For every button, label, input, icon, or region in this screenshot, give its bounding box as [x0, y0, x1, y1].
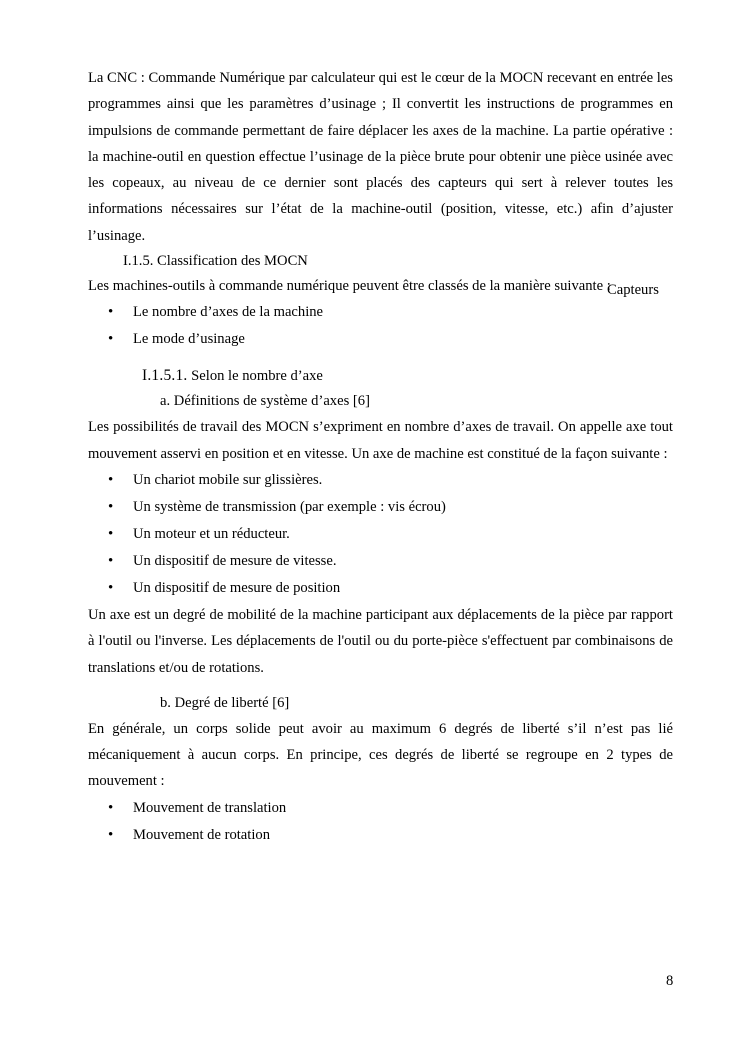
paragraph-cnc: La CNC : Commande Numérique par calculateur qui est le cœur de la MOCN recevant en entrée les programmes ainsi que les paramètres d’usinage ; Il convertit les instructions de programmes en impulsions de commande permettant de faire déplacer les axes de la machine. La partie opérative : la machine-outil en question effectue l’usinage de la pièce brute pour obtenir une pièce usinée avec les copeaux, au niveau de ce dernier sont placés des capteurs qui sert à relever toutes les informations nécessaires sur l’état de la machine-outil (position, vitesse, etc.) afin d’ajuster l’usinage.	[88, 70, 673, 244]
list-item: • Le nombre d’axes de la machine	[88, 299, 673, 326]
list-item: • Un dispositif de mesure de vitesse.	[88, 548, 673, 575]
list-mouvements	[88, 795, 673, 849]
heading-degre-liberte: b. Degré de liberté [6]	[160, 694, 290, 711]
heading-classification: I.1.5. Classification des MOCN	[123, 253, 308, 270]
heading-text: Selon le nombre d’axe	[191, 368, 323, 385]
list-item: • Un système de transmission (par exemple : vis écrou)	[88, 494, 673, 521]
paragraph-axes-intro: Les possibilités de travail des MOCN s’expriment en nombre d’axes de travail. On appelle axe tout mouvement asservi en position et en vitesse. Un axe de machine est constitué de la façon suivante :	[88, 419, 673, 462]
page-number: 8	[666, 973, 674, 989]
list-item: • Mouvement de translation	[88, 795, 673, 822]
paragraph-axe-definition: Un axe est un degré de mobilité de la machine participant aux déplacements de la pièce par rapport à l'outil ou l'inverse. Les déplacements de l'outil ou du porte-pièce s'effectuent par combinaisons de translations et/ou de rotations.	[88, 606, 673, 676]
list-item: • Un moteur et un réducteur.	[88, 521, 673, 548]
list-item: • Le mode d’usinage	[88, 326, 673, 353]
list-item: • Mouvement de rotation	[88, 822, 673, 849]
paragraph-liberte-intro: En générale, un corps solide peut avoir au maximum 6 degrés de liberté s’il n’est pas lié mécaniquement à aucun corps. En principe, ces degrés de liberté se regroupe en 2 types de mouvement :	[88, 720, 673, 790]
heading-definitions: a. Définitions de système d’axes [6]	[160, 393, 370, 410]
list-item: • Un chariot mobile sur glissières.	[88, 467, 673, 494]
list-classification	[88, 299, 673, 353]
heading-selon-nombre-axe	[88, 363, 673, 389]
heading-number: I.1.5.1.	[142, 367, 188, 385]
floating-label-capteurs: Capteurs	[607, 282, 659, 298]
paragraph-classification-intro: Les machines-outils à commande numérique peuvent être classés de la manière suivante :	[88, 278, 611, 295]
list-axe-composition	[88, 467, 673, 602]
list-item: • Un dispositif de mesure de position	[88, 575, 673, 602]
document-page	[88, 65, 673, 849]
